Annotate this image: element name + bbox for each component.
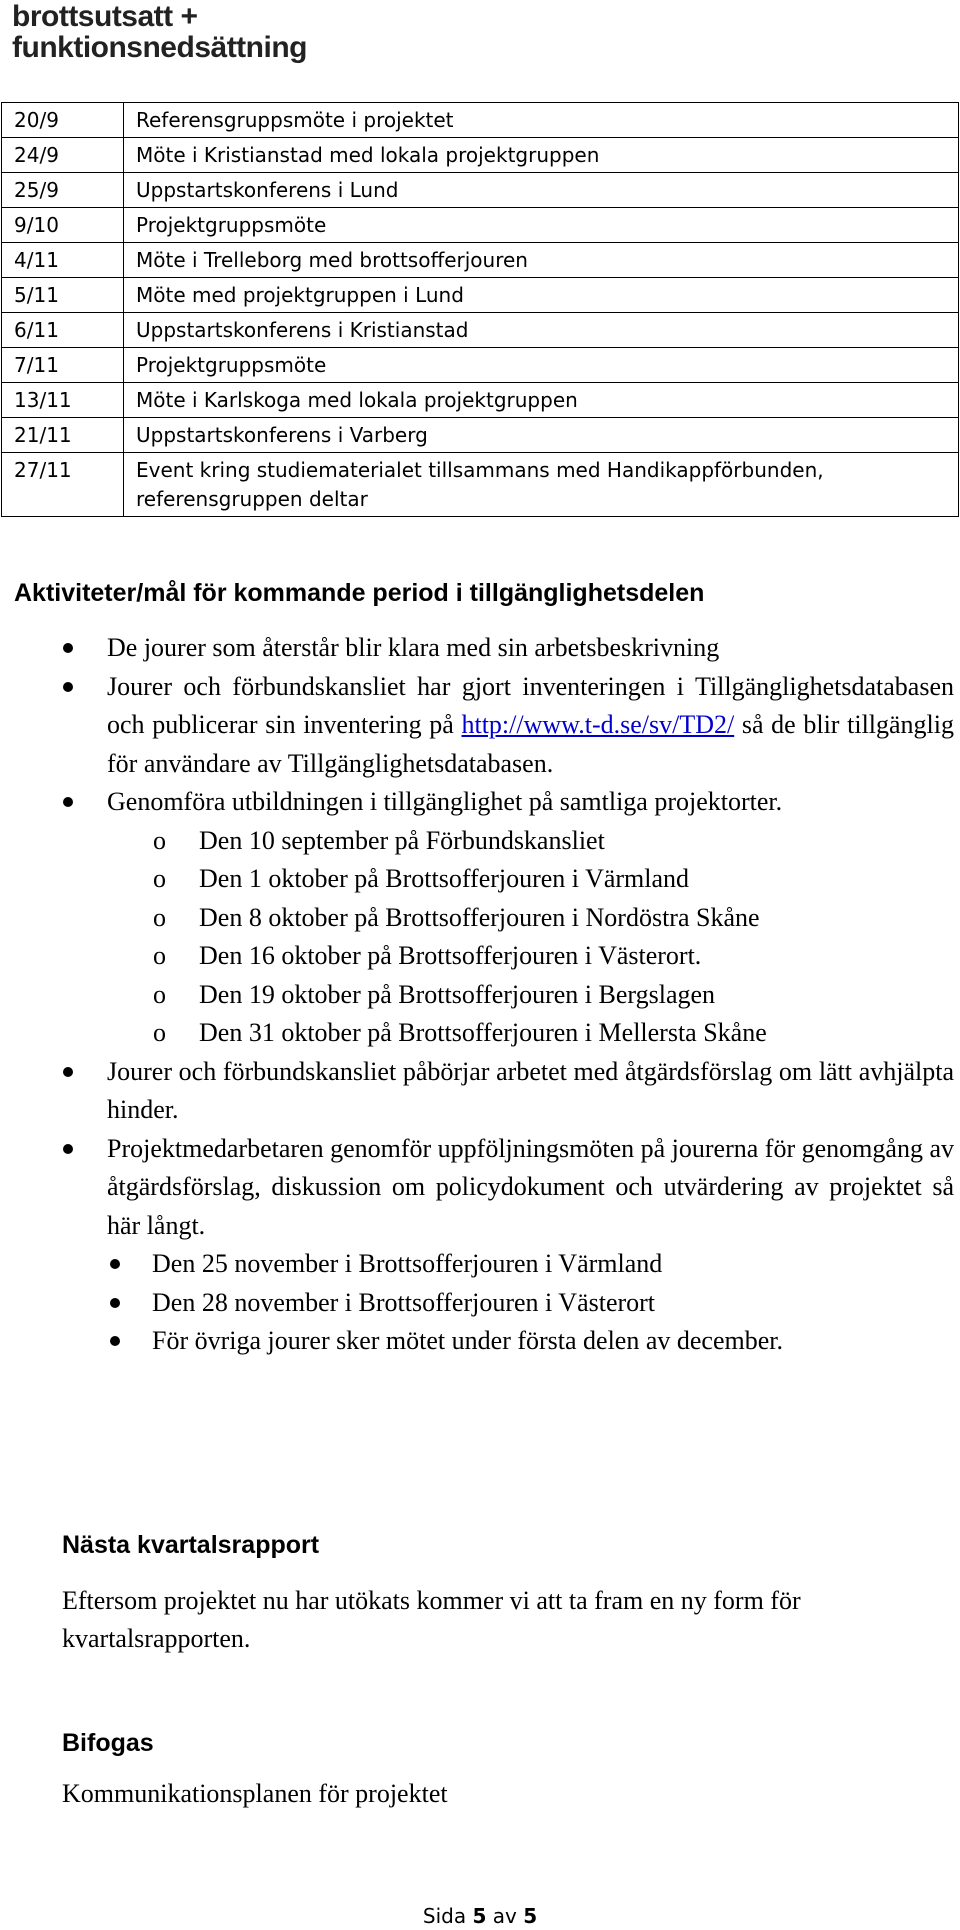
footer-label-page: Sida bbox=[422, 1904, 467, 1928]
sub-list-item-text: Den 8 oktober på Brottsofferjouren i Nordöstra Skåne bbox=[199, 902, 760, 932]
bullet-icon bbox=[63, 1144, 73, 1154]
bullet-icon bbox=[110, 1336, 120, 1346]
sub-list-item bbox=[0, 1284, 960, 1323]
sub-list-item bbox=[0, 822, 960, 861]
activity-cell: Möte i Karlskoga med lokala projektgruppen bbox=[124, 383, 959, 418]
activity-cell: Uppstartskonferens i Lund bbox=[124, 173, 959, 208]
date-cell: 7/11 bbox=[2, 348, 124, 383]
table-row bbox=[2, 138, 959, 173]
activity-cell: Möte med projektgruppen i Lund bbox=[124, 278, 959, 313]
table-row bbox=[2, 208, 959, 243]
sub-list-item-text: Den 31 oktober på Brottsofferjouren i Mellersta Skåne bbox=[199, 1018, 767, 1047]
date-cell: 20/9 bbox=[2, 103, 124, 138]
activities-list bbox=[0, 629, 960, 1361]
bullet-icon bbox=[63, 643, 73, 653]
bullet-icon bbox=[63, 1067, 73, 1077]
tillganglighetsdatabasen-link[interactable]: http://www.t-d.se/sv/TD2/ bbox=[461, 710, 735, 739]
activity-cell: Uppstartskonferens i Varberg bbox=[124, 418, 959, 453]
logo-line-1: brottsutsatt + bbox=[12, 0, 198, 33]
circle-bullet-icon: o bbox=[153, 941, 166, 970]
list-item-text: Jourer och förbundskansliet har gjort inventeringen i Tillgänglighetsdatabasen och publicerar sin inventering på bbox=[107, 671, 954, 739]
table-row bbox=[2, 453, 959, 517]
sub-list-item-text: Den 10 september på Förbundskansliet bbox=[199, 825, 605, 855]
sub-list-item bbox=[0, 1322, 960, 1361]
section-heading-attachments: Bifogas bbox=[62, 1729, 154, 1757]
footer-page-number: 5 bbox=[472, 1904, 487, 1928]
sub-list-item bbox=[0, 1245, 960, 1284]
table-row bbox=[2, 348, 959, 383]
list-item bbox=[0, 668, 960, 784]
list-item-text-tail: så de blir tillgänglig för användare av Tillgänglighetsdatabasen. bbox=[107, 710, 955, 778]
list-item-text: Genomföra utbildningen i tillgänglighet på samtliga projektorter. bbox=[107, 787, 783, 816]
date-cell: 5/11 bbox=[2, 278, 124, 313]
date-cell: 27/11 bbox=[2, 453, 124, 517]
list-item bbox=[0, 1130, 960, 1246]
table-row bbox=[2, 173, 959, 208]
sub-list-item-text: Den 16 oktober på Brottsofferjouren i Västerort. bbox=[199, 941, 702, 970]
logo-line-2: funktionsnedsättning bbox=[12, 31, 307, 64]
list-item-text: Jourer och förbundskansliet påbörjar arbetet med åtgärdsförslag om lätt avhjälpta hinder. bbox=[107, 1056, 954, 1124]
date-cell: 6/11 bbox=[2, 313, 124, 348]
circle-bullet-icon: o bbox=[153, 902, 166, 932]
date-cell: 13/11 bbox=[2, 383, 124, 418]
section-heading-next-report: Nästa kvartalsrapport bbox=[62, 1531, 320, 1559]
circle-bullet-icon: o bbox=[153, 1018, 166, 1047]
circle-bullet-icon: o bbox=[153, 979, 166, 1009]
footer-page-total: 5 bbox=[523, 1904, 538, 1928]
logo bbox=[12, 2, 307, 64]
bullet-icon bbox=[110, 1259, 120, 1269]
list-item bbox=[0, 629, 960, 668]
sub-list-item bbox=[0, 976, 960, 1015]
sub-list-item-text: För övriga jourer sker mötet under första delen av december. bbox=[152, 1326, 783, 1355]
circle-bullet-icon: o bbox=[153, 864, 166, 893]
bullet-icon bbox=[63, 682, 73, 692]
table-row bbox=[2, 418, 959, 453]
sub-list-item bbox=[0, 1014, 960, 1053]
table-row bbox=[2, 313, 959, 348]
table-row bbox=[2, 383, 959, 418]
section-heading-activities: Aktiviteter/mål för kommande period i tillgänglighetsdelen bbox=[14, 579, 705, 607]
sub-list-item-text: Den 1 oktober på Brottsofferjouren i Värmland bbox=[199, 864, 690, 893]
activity-cell: Event kring studiematerialet tillsammans med Handikappförbunden, referensgruppen deltar bbox=[124, 453, 959, 517]
attachments-text: Kommunikationsplanen för projektet bbox=[62, 1779, 448, 1808]
date-cell: 24/9 bbox=[2, 138, 124, 173]
activity-cell: Projektgruppsmöte bbox=[124, 348, 959, 383]
activity-cell: Möte i Kristianstad med lokala projektgruppen bbox=[124, 138, 959, 173]
schedule-table bbox=[1, 102, 959, 517]
list-item bbox=[0, 1053, 960, 1130]
activity-cell: Projektgruppsmöte bbox=[124, 208, 959, 243]
date-cell: 9/10 bbox=[2, 208, 124, 243]
date-cell: 4/11 bbox=[2, 243, 124, 278]
footer-label-of: av bbox=[492, 1904, 517, 1928]
list-item-text: De jourer som återstår blir klara med sin arbetsbeskrivning bbox=[107, 633, 720, 662]
list-item bbox=[0, 783, 960, 822]
date-cell: 21/11 bbox=[2, 418, 124, 453]
sub-list-item-text: Den 25 november i Brottsofferjouren i Värmland bbox=[152, 1249, 663, 1278]
date-cell: 25/9 bbox=[2, 173, 124, 208]
page-footer bbox=[0, 1904, 960, 1928]
circle-bullet-icon: o bbox=[153, 825, 166, 855]
table-row bbox=[2, 243, 959, 278]
sub-list-item-text: Den 28 november i Brottsofferjouren i Västerort bbox=[152, 1287, 656, 1317]
table-row bbox=[2, 103, 959, 138]
sub-list-item bbox=[0, 937, 960, 976]
next-report-text: Eftersom projektet nu har utökats kommer vi att ta fram en ny form för kvartalsrapporten. bbox=[62, 1586, 801, 1653]
bullet-icon bbox=[63, 797, 73, 807]
activity-cell: Uppstartskonferens i Kristianstad bbox=[124, 313, 959, 348]
activity-cell: Referensgruppsmöte i projektet bbox=[124, 103, 959, 138]
list-item-text: Projektmedarbetaren genomför uppföljningsmöten på jourerna för genomgång av åtgärdsförslag, diskussion om policydokument och utvärdering av projektet så här långt. bbox=[107, 1133, 954, 1240]
table-row bbox=[2, 278, 959, 313]
activity-cell: Möte i Trelleborg med brottsofferjouren bbox=[124, 243, 959, 278]
sub-list-item bbox=[0, 860, 960, 899]
sub-list-item bbox=[0, 899, 960, 938]
sub-list-item-text: Den 19 oktober på Brottsofferjouren i Bergslagen bbox=[199, 979, 716, 1009]
bullet-icon bbox=[110, 1298, 120, 1308]
